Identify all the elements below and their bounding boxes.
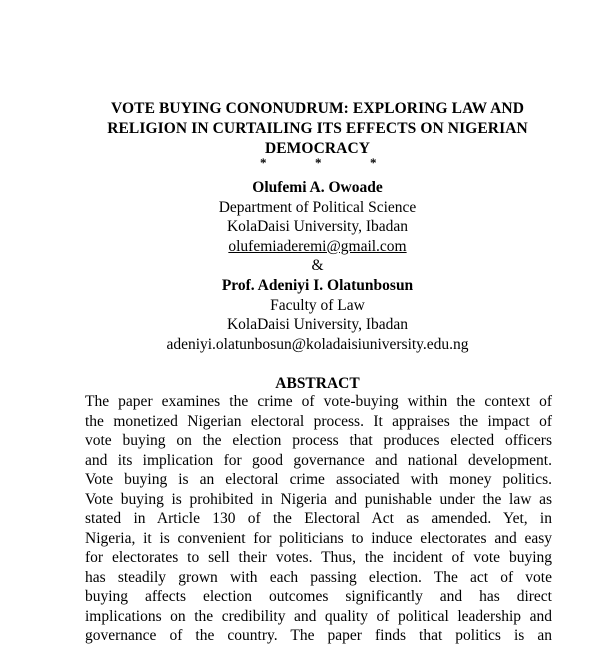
separator-star: * xyxy=(315,155,322,170)
title-line-1: VOTE BUYING CONONUDRUM: EXPLORING LAW AND xyxy=(111,100,524,117)
author-name: Prof. Adeniyi I. Olatunbosun xyxy=(221,276,414,294)
abstract-line: Vote buying is prohibited in Nigeria and punishable under the law as xyxy=(85,490,552,508)
title-line-3: DEMOCRACY xyxy=(264,140,371,157)
abstract-line: governance of the country. The paper finds that politics is an xyxy=(85,627,552,644)
abstract-line: Nigeria, it is convenient for politicians to induce electorates and easy xyxy=(85,529,552,547)
separator-star: * xyxy=(370,155,377,170)
author-email-link[interactable]: olufemiaderemi@gmail.com xyxy=(228,237,407,255)
author-block xyxy=(60,178,575,354)
abstract-line: and its implication for good governance and national development. xyxy=(85,451,552,469)
author-email: adeniyi.olatunbosun@koladaisiuniversity.edu.ng xyxy=(166,335,469,353)
abstract-line: vote buying on the election process that produces elected officers xyxy=(85,432,552,449)
author-conjunction: & xyxy=(311,257,324,275)
author-department: Faculty of Law xyxy=(270,296,365,314)
separator-star: * xyxy=(260,155,267,170)
abstract-line: the monetized Nigerian electoral process. It appraises the impact of xyxy=(85,412,552,430)
abstract-line: Vote buying is an electoral crime associated with money politics. xyxy=(85,471,552,488)
paper-title xyxy=(60,99,575,159)
abstract-line: The paper examines the crime of vote-buying within the context of xyxy=(85,393,552,410)
abstract-body xyxy=(85,392,552,646)
abstract-line: stated in Article 130 of the Electoral Act as amended. Yet, in xyxy=(85,510,552,527)
author-institution: KolaDaisi University, Ibadan xyxy=(226,218,409,236)
title-line-2: RELIGION IN CURTAILING ITS EFFECTS ON NIGERIAN xyxy=(107,120,528,137)
author-name: Olufemi A. Owoade xyxy=(252,179,383,196)
abstract-line: buying affects election outcomes significantly and has direct xyxy=(85,588,552,605)
abstract-line: implications on the credibility and quality of political leadership and xyxy=(85,607,552,625)
abstract-line: for electorates to sell their votes. Thus, the incident of vote buying xyxy=(85,549,552,566)
author-institution: KolaDaisi University, Ibadan xyxy=(226,316,409,334)
author-department: Department of Political Science xyxy=(218,198,417,216)
abstract-heading: ABSTRACT xyxy=(275,375,360,392)
abstract-line: has steadily grown with each passing election. The act of vote xyxy=(85,568,552,586)
